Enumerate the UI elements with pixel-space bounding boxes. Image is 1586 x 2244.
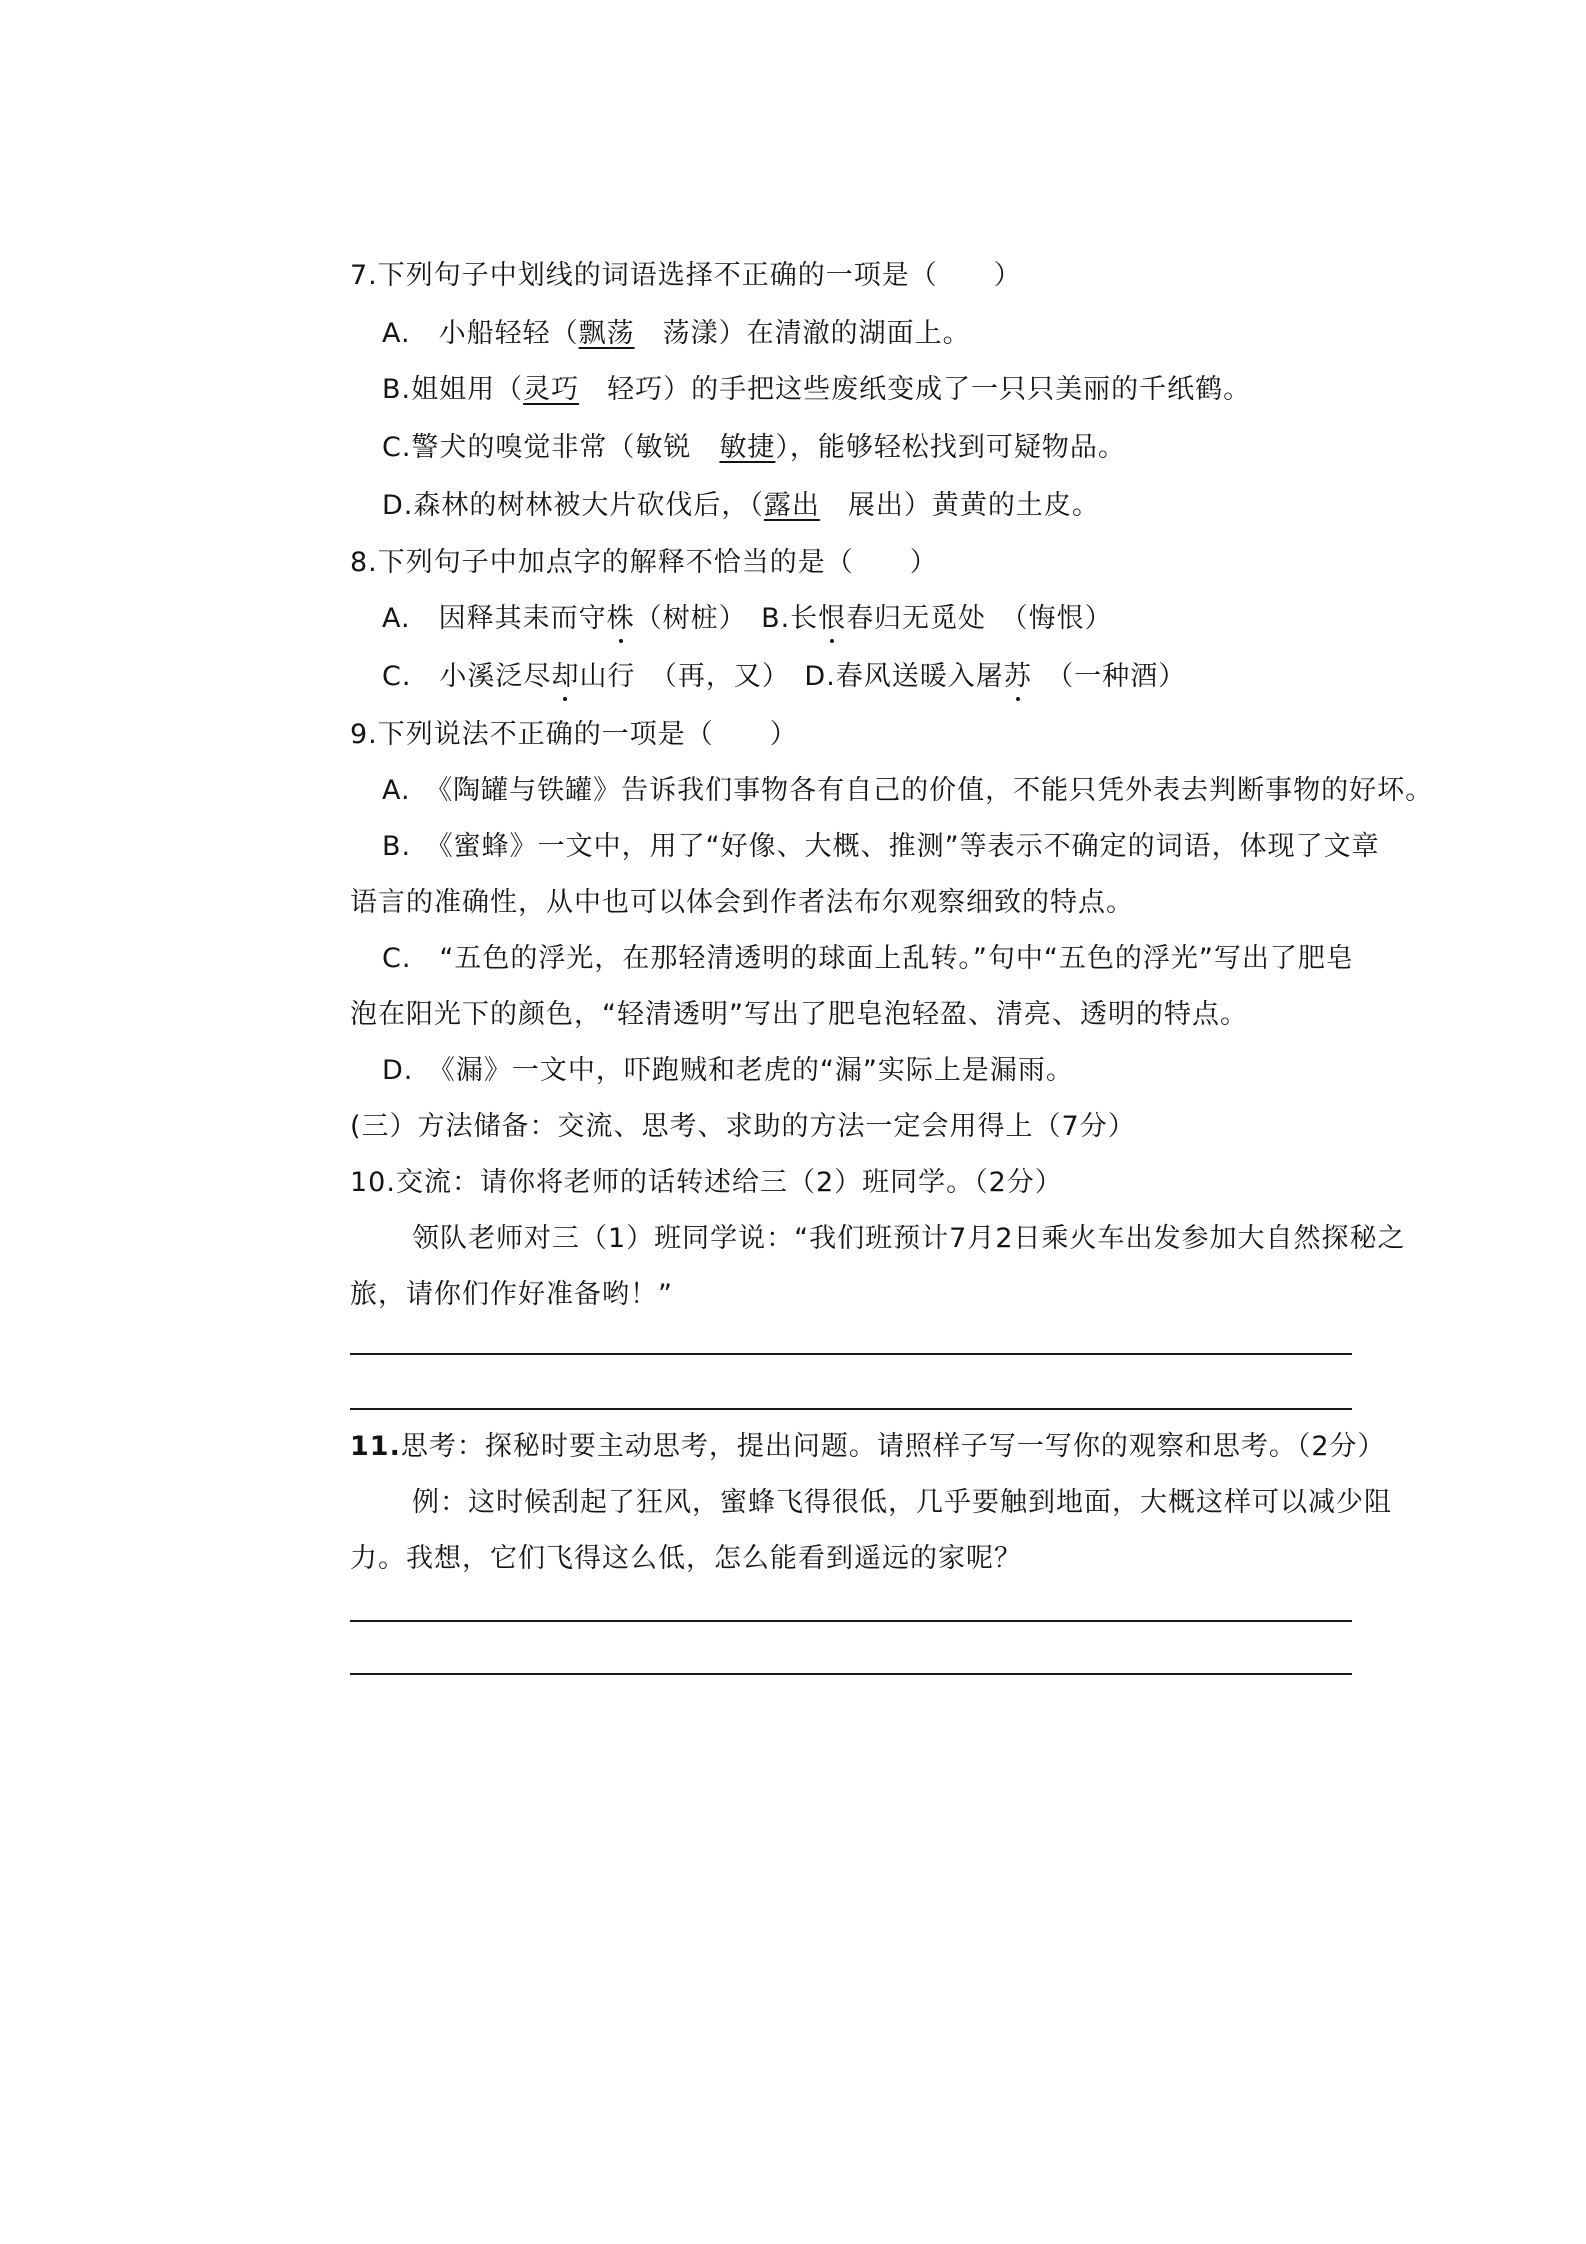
q10-quote-line2: 旅，请你们作好准备哟！”: [350, 1279, 673, 1310]
q7-stem: 7.下列句子中划线的词语选择不正确的一项是（ ）: [350, 260, 1022, 291]
q7-option-a: [382, 316, 971, 352]
q9-stem: 9.下列说法不正确的一项是（ ）: [350, 719, 798, 750]
q7-a-post: ）在清澈的湖面上。: [718, 318, 971, 349]
q7-a-pre: A. 小船轻轻（: [382, 318, 579, 349]
q8-c-pre: C. 小溪泛尽: [382, 661, 552, 692]
q7-d-post: 展出）黄黄的土皮。: [819, 490, 1100, 521]
q7-option-d: [382, 488, 1100, 524]
q7-b-pre: B.姐姐用（: [382, 374, 524, 405]
q7-a-sep: [635, 318, 663, 349]
q8-d-dotted-char: 苏: [1004, 659, 1032, 695]
q10-quote-line1: 领队老师对三（1）班同学说：“我们班预计7月2日乘火车出发参加大自然探秘之: [412, 1223, 1406, 1254]
q8-options-cd: [382, 659, 1186, 695]
section-3-heading: (三）方法储备：交流、思考、求助的方法一定会用得上（7分）: [350, 1111, 1136, 1142]
q7-c-underlined: 敏捷: [719, 432, 776, 463]
q8-b-dotted-char: 恨: [818, 601, 846, 637]
q11-example-line1: 例：这时候刮起了狂风，蜜蜂飞得很低，几乎要触到地面，大概这样可以减少阻: [412, 1487, 1392, 1518]
q10-answer-line-1[interactable]: [350, 1353, 1352, 1355]
q10-answer-line-2[interactable]: [350, 1408, 1352, 1410]
q8-stem: 8.下列句子中加点字的解释不恰当的是（ ）: [350, 547, 938, 578]
q7-option-b: [382, 372, 1251, 408]
q9-option-b-line2: 语言的准确性，从中也可以体会到作者法布尔观察细致的特点。: [350, 887, 1134, 918]
q8-options-ab: [382, 601, 1113, 637]
q7-b-underlined: 灵巧: [523, 374, 580, 405]
q7-b-post: ）的手把这些废纸变成了一只只美丽的千纸鹤。: [663, 374, 1252, 405]
q7-a-underlined: 飘荡: [578, 318, 635, 349]
q11-example-line2: 力。我想，它们飞得这么低，怎么能看到遥远的家呢？: [350, 1543, 1022, 1574]
q7-a-w2: 荡漾: [662, 318, 719, 349]
q9-option-c-line2: 泡在阳光下的颜色，“轻清透明”写出了肥皂泡轻盈、清亮、透明的特点。: [350, 999, 1248, 1030]
q8-c-dotted-char: 却: [551, 659, 579, 695]
q8-a-post: （树桩） B.长: [634, 603, 819, 634]
q9-option-c-line1: C. “五色的浮光，在那轻清透明的球面上乱转。”句中“五色的浮光”写出了肥皂: [382, 943, 1354, 974]
q7-option-c: [382, 430, 1126, 466]
q11-answer-line-2[interactable]: [350, 1673, 1352, 1675]
q11-stem-text: 思考：探秘时要主动思考，提出问题。请照样子写一写你的观察和思考。（2分）: [400, 1431, 1386, 1462]
q11-stem: [350, 1429, 1386, 1465]
q7-b-sep: [579, 374, 607, 405]
q11-answer-line-1[interactable]: [350, 1620, 1352, 1622]
q8-a-pre: A. 因释其耒而守: [382, 603, 607, 634]
q9-option-d: D. 《漏》一文中，吓跑贼和老虎的“漏”实际上是漏雨。: [382, 1055, 1074, 1086]
q11-number: 11.: [350, 1431, 401, 1462]
q7-b-w2: 轻巧: [607, 374, 664, 405]
q7-d-underlined: 露出: [763, 490, 820, 521]
q7-d-pre: D.森林的树林被大片砍伐后，（: [382, 490, 764, 521]
q8-d-post: （一种酒）: [1031, 661, 1187, 692]
q8-c-post: 山行 （再，又） D.春风送暖入屠: [579, 661, 1004, 692]
q9-option-a: A. 《陶罐与铁罐》告诉我们事物各有自己的价值，不能只凭外表去判断事物的好坏。: [382, 775, 1434, 806]
q7-c-post: ），能够轻松找到可疑物品。: [775, 432, 1126, 463]
q9-option-b-line1: B. 《蜜蜂》一文中，用了“好像、大概、推测”等表示不确定的词语，体现了文章: [382, 831, 1380, 862]
q8-a-dotted-char: 株: [607, 601, 635, 637]
q10-stem: 10.交流：请你将老师的话转述给三（2）班同学。（2分）: [350, 1167, 1063, 1198]
q8-b-post: 春归无觅处 （悔恨）: [846, 603, 1113, 634]
q7-c-pre: C.警犬的嗅觉非常（敏锐: [382, 432, 720, 463]
